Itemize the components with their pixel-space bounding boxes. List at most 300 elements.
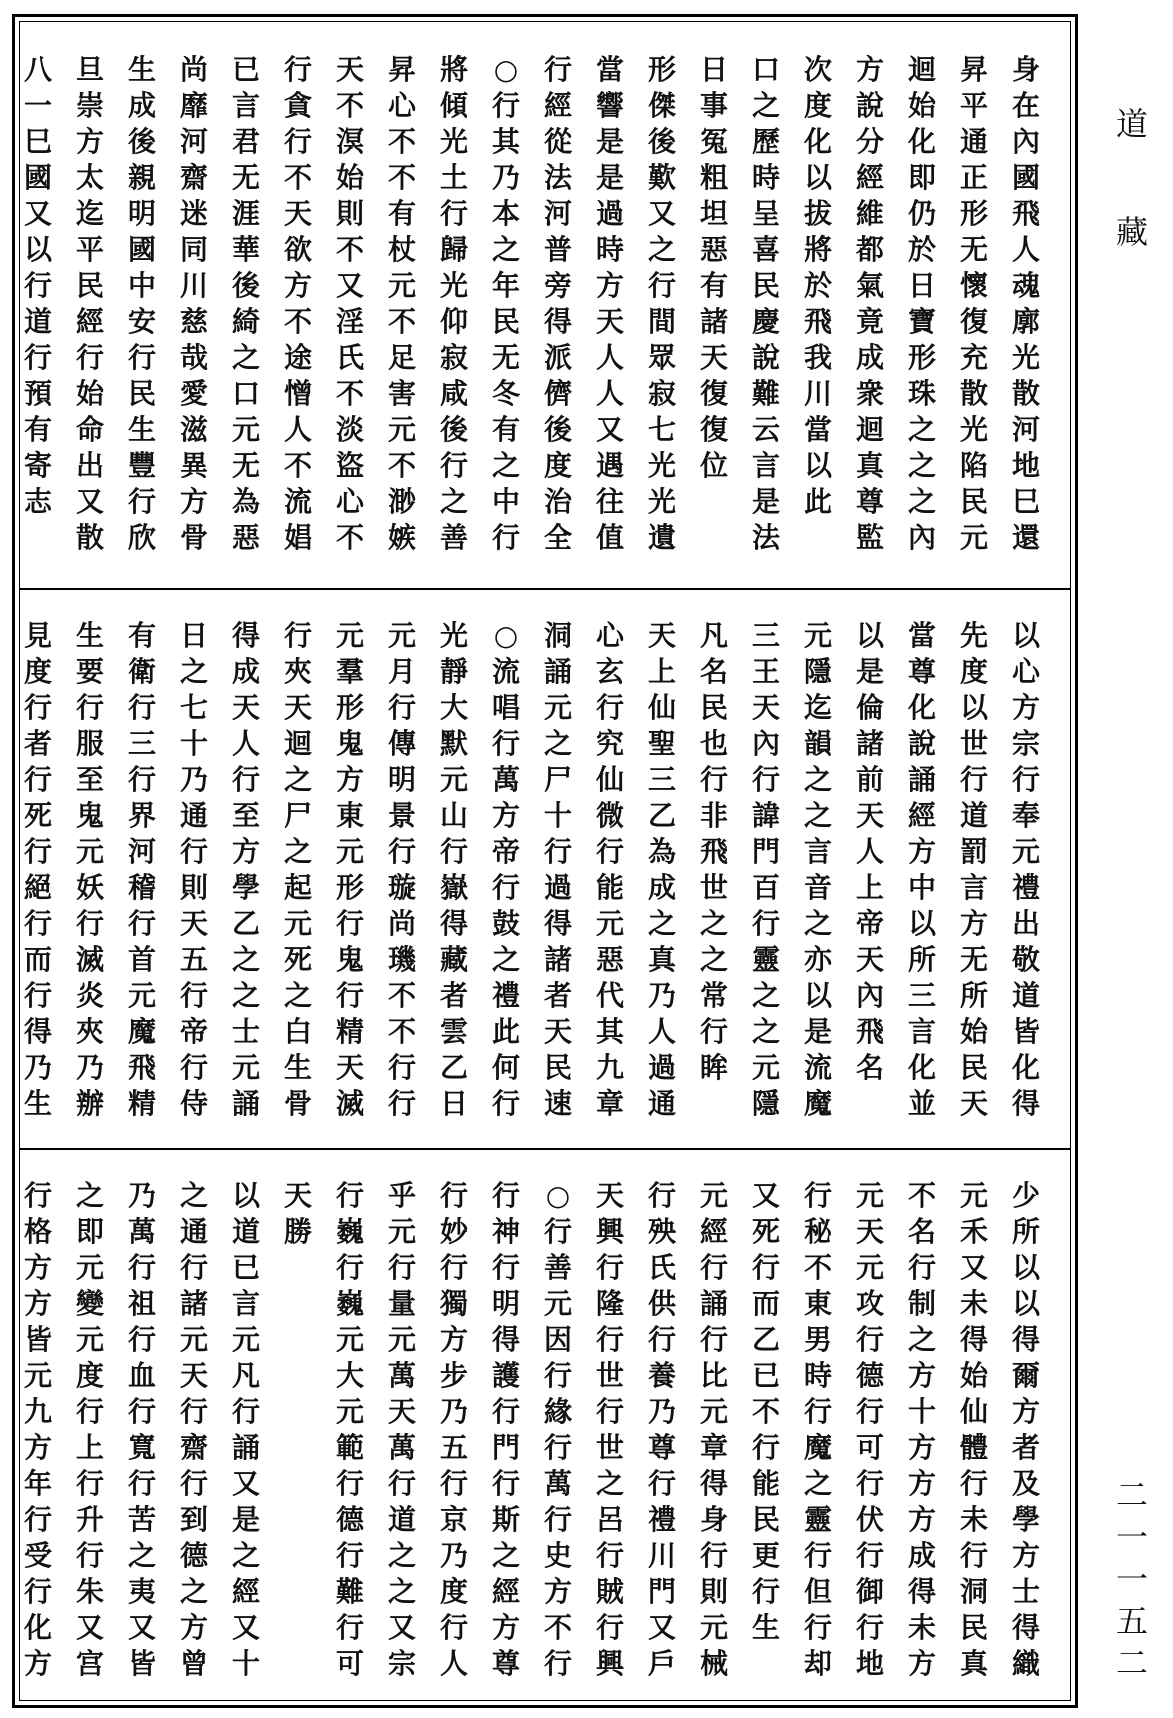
page-number-char: 一 — [1115, 1518, 1148, 1556]
glyph: 言 — [231, 1287, 260, 1320]
glyph: 是 — [751, 485, 780, 518]
glyph: 當 — [907, 619, 936, 652]
glyph: 流 — [803, 1051, 832, 1084]
glyph: 骨 — [179, 521, 208, 554]
glyph: 之 — [283, 979, 312, 1012]
glyph: 未 — [907, 1611, 936, 1644]
glyph: 天 — [179, 1359, 208, 1392]
glyph: 冬 — [491, 377, 520, 410]
glyph: 男 — [803, 1323, 832, 1356]
glyph: 人 — [647, 1015, 676, 1048]
glyph: 血 — [127, 1359, 156, 1392]
glyph: 響 — [595, 89, 624, 122]
glyph: 大 — [335, 1359, 364, 1392]
glyph: 之 — [647, 907, 676, 940]
glyph: 行 — [23, 763, 52, 796]
glyph: 生 — [127, 413, 156, 446]
glyph: 之 — [803, 799, 832, 832]
glyph: 是 — [231, 1503, 260, 1536]
glyph: 所 — [1011, 1215, 1040, 1248]
glyph: 天 — [855, 799, 884, 832]
glyph: 真 — [647, 943, 676, 976]
glyph: 咸 — [439, 377, 468, 410]
glyph: 道 — [23, 305, 52, 338]
glyph: 皆 — [127, 1647, 156, 1680]
glyph: 皆 — [1011, 1015, 1040, 1048]
text-column — [480, 52, 532, 578]
glyph: 誦 — [231, 1087, 260, 1120]
glyph: 惡 — [699, 233, 728, 266]
glyph: 行 — [595, 1251, 624, 1284]
glyph: 即 — [75, 1215, 104, 1248]
glyph: 地 — [1011, 449, 1040, 482]
glyph: 迄 — [75, 197, 104, 230]
glyph: 无 — [231, 161, 260, 194]
glyph: 步 — [439, 1359, 468, 1392]
glyph: 者 — [23, 727, 52, 760]
glyph: 河 — [543, 197, 572, 230]
glyph: 行 — [543, 53, 572, 86]
glyph: 行 — [127, 1467, 156, 1500]
glyph: 士 — [1011, 1575, 1040, 1608]
glyph: 度 — [959, 655, 988, 688]
glyph: 飛 — [803, 305, 832, 338]
glyph: 河 — [179, 125, 208, 158]
glyph: 民 — [751, 269, 780, 302]
glyph: 行 — [23, 691, 52, 724]
glyph: 以 — [23, 233, 52, 266]
glyph: 行 — [127, 1251, 156, 1284]
glyph: 之 — [231, 1539, 260, 1572]
glyph: 行 — [647, 269, 676, 302]
glyph: 有 — [699, 269, 728, 302]
glyph: 通 — [647, 1087, 676, 1120]
glyph: 天 — [647, 619, 676, 652]
text-column — [1000, 1178, 1052, 1698]
glyph: 不 — [335, 233, 364, 266]
glyph: 云 — [751, 413, 780, 446]
glyph: 至 — [75, 763, 104, 796]
glyph: 行 — [855, 1539, 884, 1572]
glyph: 不 — [907, 1179, 936, 1212]
text-column — [272, 618, 324, 1138]
glyph: 元 — [699, 1179, 728, 1212]
glyph: 行 — [179, 835, 208, 868]
glyph: 善 — [543, 1251, 572, 1284]
glyph: 死 — [23, 799, 52, 832]
glyph: 天 — [855, 1215, 884, 1248]
glyph: 之 — [803, 1467, 832, 1500]
glyph: 行 — [699, 1539, 728, 1572]
glyph: 行 — [855, 1611, 884, 1644]
glyph: 賊 — [595, 1575, 624, 1608]
glyph: 元 — [75, 835, 104, 868]
glyph: 後 — [231, 269, 260, 302]
glyph: 乃 — [647, 1395, 676, 1428]
glyph: 誦 — [543, 655, 572, 688]
glyph: 始 — [959, 1359, 988, 1392]
glyph: 民 — [699, 691, 728, 724]
glyph: 元 — [543, 1287, 572, 1320]
glyph: 將 — [439, 53, 468, 86]
glyph: 經 — [75, 305, 104, 338]
glyph: 又 — [595, 413, 624, 446]
glyph: 天 — [855, 943, 884, 976]
glyph: 法 — [543, 161, 572, 194]
glyph: 之 — [491, 449, 520, 482]
glyph: 魔 — [127, 1015, 156, 1048]
glyph: 殃 — [647, 1215, 676, 1248]
glyph: 元 — [699, 1611, 728, 1644]
glyph: 靜 — [439, 655, 468, 688]
glyph: 東 — [335, 799, 364, 832]
glyph: 已 — [751, 1359, 780, 1392]
glyph: 精 — [335, 1015, 364, 1048]
text-column — [948, 618, 1000, 1138]
glyph: 敬 — [1011, 943, 1040, 976]
glyph: 元 — [231, 1051, 260, 1084]
glyph: 人 — [1011, 233, 1040, 266]
glyph: 方 — [231, 835, 260, 868]
glyph: 行 — [439, 1611, 468, 1644]
glyph: 九 — [23, 1395, 52, 1428]
glyph: 方 — [907, 1359, 936, 1392]
glyph: 正 — [959, 161, 988, 194]
glyph: 行 — [387, 835, 416, 868]
glyph: 行 — [491, 89, 520, 122]
glyph: 行 — [647, 1467, 676, 1500]
glyph: 之 — [803, 907, 832, 940]
glyph: 行 — [127, 1395, 156, 1428]
glyph: 害 — [387, 377, 416, 410]
glyph: 神 — [491, 1215, 520, 1248]
glyph: 行 — [803, 1611, 832, 1644]
glyph: 年 — [23, 1467, 52, 1500]
glyph: 昇 — [387, 53, 416, 86]
glyph: 行 — [231, 1395, 260, 1428]
glyph: 祖 — [127, 1287, 156, 1320]
glyph: 之 — [751, 89, 780, 122]
glyph: 十 — [907, 1395, 936, 1428]
glyph: 因 — [543, 1323, 572, 1356]
text-columns — [23, 52, 1052, 578]
side-title-char: 道 — [1115, 105, 1148, 143]
page-number-char: 二 — [1115, 1644, 1148, 1682]
glyph: 帝 — [855, 907, 884, 940]
glyph: 不 — [387, 979, 416, 1012]
glyph: 興 — [595, 1215, 624, 1248]
glyph: 以 — [803, 161, 832, 194]
glyph: 之 — [595, 1467, 624, 1500]
glyph: 元 — [387, 1215, 416, 1248]
glyph: 民 — [751, 1503, 780, 1536]
glyph: 行 — [855, 1467, 884, 1500]
side-title-char: 藏 — [1115, 213, 1148, 251]
glyph: 人 — [439, 1647, 468, 1680]
glyph: 微 — [595, 799, 624, 832]
glyph: 十 — [543, 799, 572, 832]
glyph: 維 — [855, 197, 884, 230]
glyph: 元 — [803, 619, 832, 652]
glyph: 言 — [231, 89, 260, 122]
glyph: 廓 — [1011, 305, 1040, 338]
glyph: 行 — [439, 1251, 468, 1284]
glyph: 通 — [179, 1215, 208, 1248]
glyph: 嶽 — [439, 871, 468, 904]
glyph: 道 — [959, 799, 988, 832]
glyph: 仰 — [439, 305, 468, 338]
glyph: 天 — [283, 691, 312, 724]
glyph: 行 — [491, 1087, 520, 1120]
glyph: 嫉 — [387, 521, 416, 554]
glyph: 飛 — [855, 1015, 884, 1048]
glyph: 通 — [179, 799, 208, 832]
glyph: 行 — [387, 1467, 416, 1500]
glyph: 攻 — [855, 1287, 884, 1320]
glyph: 迄 — [803, 691, 832, 724]
glyph: 盜 — [335, 449, 364, 482]
glyph: 德 — [335, 1503, 364, 1536]
glyph: 到 — [179, 1503, 208, 1536]
glyph: 帝 — [179, 1015, 208, 1048]
glyph: 德 — [179, 1539, 208, 1572]
glyph: 是 — [803, 1015, 832, 1048]
glyph: 後 — [647, 125, 676, 158]
glyph: 唱 — [491, 691, 520, 724]
glyph: 元 — [855, 1251, 884, 1284]
glyph: 元 — [543, 691, 572, 724]
glyph: 形 — [959, 197, 988, 230]
glyph: 滅 — [335, 1087, 364, 1120]
text-column — [272, 1178, 324, 1698]
glyph: 元 — [1011, 835, 1040, 868]
glyph: 預 — [23, 377, 52, 410]
text-column — [376, 52, 428, 578]
glyph: 起 — [283, 871, 312, 904]
glyph: 方 — [335, 763, 364, 796]
glyph: 天 — [231, 691, 260, 724]
glyph: 眾 — [647, 341, 676, 374]
glyph: 亦 — [803, 943, 832, 976]
glyph: 夾 — [75, 1015, 104, 1048]
glyph: 行 — [543, 1647, 572, 1680]
text-column — [116, 1178, 168, 1698]
glyph: 尊 — [647, 1431, 676, 1464]
glyph: 行 — [595, 691, 624, 724]
glyph: 川 — [647, 1539, 676, 1572]
glyph: 昇 — [959, 53, 988, 86]
glyph: 流 — [491, 655, 520, 688]
glyph: 行 — [23, 979, 52, 1012]
glyph: 經 — [699, 1215, 728, 1248]
glyph: 道 — [1011, 979, 1040, 1012]
glyph: 凡 — [231, 1359, 260, 1392]
glyph: 光 — [439, 619, 468, 652]
glyph: 中 — [491, 485, 520, 518]
glyph: 禾 — [959, 1215, 988, 1248]
glyph: 得 — [699, 1467, 728, 1500]
glyph: 元 — [283, 907, 312, 940]
glyph: 上 — [855, 871, 884, 904]
glyph: 當 — [595, 53, 624, 86]
glyph: 成 — [127, 89, 156, 122]
glyph: 者 — [1011, 1431, 1040, 1464]
glyph: 次 — [803, 53, 832, 86]
glyph: 之 — [699, 907, 728, 940]
glyph: 行 — [959, 1467, 988, 1500]
glyph: 得 — [1011, 1087, 1040, 1120]
glyph: 乙 — [231, 907, 260, 940]
glyph: 秘 — [803, 1215, 832, 1248]
glyph: 華 — [231, 233, 260, 266]
glyph: 當 — [803, 413, 832, 446]
text-column — [740, 618, 792, 1138]
glyph: 乃 — [439, 1539, 468, 1572]
glyph: 帝 — [491, 835, 520, 868]
glyph: 行 — [75, 1467, 104, 1500]
glyph: 中 — [127, 269, 156, 302]
glyph: 不 — [387, 305, 416, 338]
glyph: 靡 — [179, 89, 208, 122]
glyph: 寂 — [647, 377, 676, 410]
glyph: 方 — [907, 1467, 936, 1500]
glyph: 光 — [647, 449, 676, 482]
glyph: 行 — [491, 727, 520, 760]
glyph: 慈 — [179, 305, 208, 338]
glyph: 歷 — [751, 125, 780, 158]
glyph: 不 — [283, 305, 312, 338]
glyph: 諸 — [543, 943, 572, 976]
glyph: 又 — [387, 1611, 416, 1644]
glyph: 此 — [803, 485, 832, 518]
glyph: 行 — [335, 1611, 364, 1644]
glyph: 之 — [179, 1575, 208, 1608]
glyph: 方 — [491, 1611, 520, 1644]
glyph: 死 — [283, 943, 312, 976]
glyph: 得 — [439, 907, 468, 940]
glyph: 大 — [439, 691, 468, 724]
glyph: 天 — [387, 1395, 416, 1428]
glyph: 其 — [491, 125, 520, 158]
glyph: 章 — [699, 1431, 728, 1464]
glyph: 是 — [855, 655, 884, 688]
glyph: 行 — [179, 979, 208, 1012]
text-column — [376, 1178, 428, 1698]
glyph: 又 — [647, 197, 676, 230]
glyph: 常 — [699, 979, 728, 1012]
text-column — [168, 52, 220, 578]
glyph: 以 — [855, 619, 884, 652]
glyph: 真 — [855, 449, 884, 482]
glyph: 心 — [595, 619, 624, 652]
glyph: 而 — [23, 943, 52, 976]
glyph: 可 — [335, 1647, 364, 1680]
glyph: 成 — [907, 1539, 936, 1572]
glyph: 炎 — [75, 979, 104, 1012]
glyph: 民 — [959, 485, 988, 518]
glyph: 方 — [907, 1503, 936, 1536]
glyph: 之 — [751, 979, 780, 1012]
text-column — [532, 1178, 584, 1698]
glyph: 行 — [595, 1323, 624, 1356]
glyph: 元 — [127, 979, 156, 1012]
glyph: 乙 — [647, 799, 676, 832]
glyph: 服 — [75, 727, 104, 760]
glyph: 元 — [959, 1179, 988, 1212]
glyph: 聖 — [647, 727, 676, 760]
glyph: 愛 — [179, 377, 208, 410]
glyph: 音 — [803, 871, 832, 904]
glyph: 從 — [543, 125, 572, 158]
glyph: 氏 — [335, 341, 364, 374]
glyph: 不 — [335, 89, 364, 122]
glyph: 靈 — [803, 1503, 832, 1536]
glyph: 不 — [387, 161, 416, 194]
glyph: 異 — [179, 449, 208, 482]
glyph: 行 — [179, 1051, 208, 1084]
glyph: 都 — [855, 233, 884, 266]
glyph: 又 — [231, 1467, 260, 1500]
glyph: 平 — [75, 233, 104, 266]
glyph: 士 — [231, 1015, 260, 1048]
glyph: 變 — [75, 1287, 104, 1320]
glyph: 不 — [283, 161, 312, 194]
glyph: 始 — [75, 377, 104, 410]
glyph: 善 — [439, 521, 468, 554]
glyph: 元 — [387, 619, 416, 652]
glyph: 說 — [907, 727, 936, 760]
glyph: 无 — [231, 449, 260, 482]
glyph: 豐 — [127, 449, 156, 482]
glyph: 氣 — [855, 269, 884, 302]
text-column — [792, 52, 844, 578]
glyph: 巍 — [335, 1287, 364, 1320]
glyph: 伏 — [855, 1503, 884, 1536]
glyph: 行 — [23, 341, 52, 374]
glyph: 飛 — [699, 835, 728, 868]
glyph: 化 — [907, 1051, 936, 1084]
glyph: 是 — [595, 125, 624, 158]
glyph: 寄 — [23, 449, 52, 482]
glyph: 出 — [75, 449, 104, 482]
glyph: 方 — [283, 269, 312, 302]
text-column — [740, 1178, 792, 1698]
glyph: 光 — [439, 269, 468, 302]
text-column — [896, 52, 948, 578]
glyph: 尊 — [907, 655, 936, 688]
glyph: 度 — [439, 1575, 468, 1608]
glyph: 方 — [23, 1287, 52, 1320]
glyph: 說 — [751, 341, 780, 374]
glyph: 形 — [907, 341, 936, 374]
glyph: 方 — [959, 907, 988, 940]
text-column — [792, 1178, 844, 1698]
glyph: 又 — [75, 485, 104, 518]
glyph: 三 — [751, 619, 780, 652]
glyph: 川 — [179, 269, 208, 302]
glyph: 儕 — [543, 377, 572, 410]
glyph: 无 — [491, 341, 520, 374]
glyph: 溟 — [335, 125, 364, 158]
glyph: 宗 — [1011, 727, 1040, 760]
glyph: 名 — [855, 1051, 884, 1084]
glyph: 又 — [23, 197, 52, 230]
glyph: 川 — [803, 377, 832, 410]
glyph: 行 — [283, 125, 312, 158]
glyph: 天 — [335, 1051, 364, 1084]
glyph: 究 — [595, 727, 624, 760]
glyph: 則 — [699, 1575, 728, 1608]
